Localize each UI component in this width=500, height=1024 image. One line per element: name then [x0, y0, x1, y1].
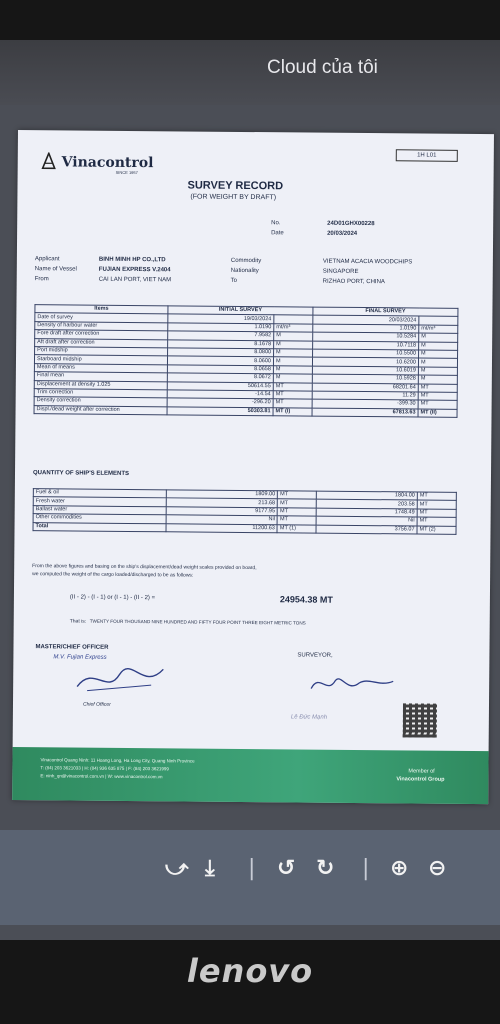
cell-final-unit: M [418, 375, 457, 384]
cell-initial-value: 213.68 [166, 498, 277, 507]
cell-item: Ballast water [33, 505, 166, 515]
cell-final-unit: MT [418, 392, 457, 401]
from-value: CAI LAN PORT, VIET NAM [98, 276, 172, 284]
footer-group: Vinacontrol Group [396, 776, 445, 783]
cell-initial-unit: MT [278, 499, 317, 508]
cell-item: Density of harbour water [35, 321, 168, 331]
from-label: From [34, 276, 49, 283]
cell-final-unit: M [419, 333, 458, 342]
cell-final-value: 10.7118 [313, 341, 419, 350]
cell-final-unit: MT [417, 517, 456, 526]
cell-initial-unit: MT [278, 508, 317, 517]
cell-final-value: 68201.64 [312, 383, 418, 392]
elements-title: QUANTITY OF SHIP'S ELEMENTS [32, 470, 130, 477]
cell-final-value: 203.58 [317, 500, 418, 509]
cell-item: Fresh water [33, 497, 166, 507]
no-value: 24D01GHX00228 [327, 220, 375, 228]
cell-item: Trim correction [34, 389, 167, 399]
cell-initial-unit: MT [273, 391, 312, 400]
cell-final-value: 67813.63 [312, 408, 418, 417]
vessel-label: Name of Vessel [34, 266, 77, 273]
nationality-label: Nationality [230, 267, 259, 275]
cell-initial-value: 8.0600 [167, 356, 273, 365]
surveyor-name: Lê Đức Mạnh [290, 714, 328, 721]
master-label: MASTER/CHIEF OFFICER [35, 644, 109, 651]
form-number: 1H L01 [396, 149, 458, 162]
cell-item: Displacement at density 1.025 [34, 380, 167, 390]
cell-final-value: 10.6200 [312, 357, 418, 366]
cell-initial-value: 19/03/2024 [168, 314, 274, 323]
cell-initial-unit: M [273, 365, 312, 374]
cell-final-unit: M [419, 350, 458, 359]
cell-final-unit: M [418, 367, 457, 376]
cell-final-unit: MT (II) [418, 409, 457, 418]
download-button[interactable]: ⤓ [205, 856, 215, 881]
applicant-value: BINH MINH HP CO.,LTD [98, 256, 166, 264]
cell-item: Port midship [35, 347, 168, 357]
cell-final-value: 10.6019 [312, 366, 418, 375]
cell-final-value: 10.5928 [312, 374, 418, 383]
zoom-out-button[interactable]: ⊖ [428, 856, 447, 881]
cell-item: Fuel & oil [33, 489, 166, 499]
cell-initial-unit: M [274, 332, 313, 341]
company-name: Vinacontrol [61, 154, 154, 172]
cell-initial-value: -14.54 [167, 390, 273, 399]
device-brand: lenovo [186, 952, 314, 990]
cell-final-value: Nil [316, 516, 417, 525]
document-subtitle: (FOR WEIGHT BY DRAFT) [190, 193, 277, 202]
cell-item: Starboard midship [34, 355, 167, 365]
footer-member-of: Member of [408, 768, 435, 775]
vinacontrol-logo-icon [40, 152, 58, 170]
cell-initial-unit: MT [273, 382, 312, 391]
nationality-value: SINGAPORE [322, 268, 359, 275]
cell-item: Density correction [34, 397, 167, 407]
cell-initial-value: 8.0672 [167, 373, 273, 382]
statement-line-1: From the above figures and basing on the ship's displacement/dead weight scales provided on board, [32, 563, 257, 572]
master-signature-icon [73, 661, 169, 698]
cell-item: Final mean [34, 372, 167, 382]
cell-item: Fore draft after correction [35, 330, 168, 340]
cell-final-unit: MT [417, 492, 456, 501]
cell-final-unit: MT [417, 509, 456, 518]
to-value: RIZHAO PORT, CHINA [322, 278, 385, 286]
cell-item: Date of survey [35, 313, 168, 323]
toolbar-divider: | [248, 856, 256, 881]
cell-final-unit: MT [418, 384, 457, 393]
cell-initial-unit: M [274, 340, 313, 349]
commodity-value: VIETNAM ACACIA WOODCHIPS [322, 258, 413, 266]
cell-initial-unit: MT [278, 491, 317, 500]
date-label: Date [271, 230, 284, 237]
cell-final-unit: MT (2) [417, 526, 456, 535]
cell-initial-unit: MT (1) [277, 524, 316, 533]
formula: (II - 2) - (I - 1) or (I - 1) - (II - 2) = [69, 594, 156, 602]
cell-final-unit: M [419, 342, 458, 351]
cell-item: Displ./dead weight after correction [34, 405, 167, 415]
ship-elements-table [33, 488, 457, 535]
cell-final-value: 11.29 [312, 391, 418, 400]
statement-line-2: we computed the weight of the cargo loaded/discharged to be as follows: [32, 571, 194, 579]
cell-final-value: 10.5500 [313, 349, 419, 358]
survey-document [12, 130, 494, 804]
cell-final-value: 20/03/2024 [313, 315, 419, 324]
cell-initial-unit: M [273, 374, 312, 383]
header-initial: INITIAL SURVEY [168, 306, 313, 316]
cell-item: Total [33, 522, 166, 532]
rotate-left-button[interactable]: ↺ [277, 856, 296, 881]
cell-initial-unit [274, 315, 313, 324]
cell-initial-value: 1.0190 [168, 323, 274, 332]
words-value: TWENTY FOUR THOUSAND NINE HUNDRED AND FIFTY FOUR POINT THREE EIGHT METRIC TONS [89, 618, 306, 626]
words-label: That is: [69, 618, 87, 625]
share-button[interactable]: ⤻ [165, 856, 189, 881]
cell-initial-value: 7.9582 [168, 331, 274, 340]
zoom-in-button[interactable]: ⊕ [390, 856, 409, 881]
commodity-label: Commodity [230, 257, 262, 265]
draft-survey-table [34, 304, 459, 418]
footer-line-2: T: (84) 203 3621033 | H: (84) 936 635 875 | F: (84) 203 3621999 [40, 765, 169, 772]
cargo-weight-result: 24954.38 MT [279, 594, 334, 605]
cell-final-value: -399.30 [312, 399, 418, 408]
cell-initial-value: 8.0800 [168, 348, 274, 357]
cell-final-unit: MT [418, 400, 457, 409]
cell-initial-value: 11200.63 [166, 523, 277, 532]
cell-initial-value: 50303.81 [167, 406, 273, 415]
date-value: 20/03/2024 [327, 230, 358, 237]
cell-initial-unit: M [274, 349, 313, 358]
master-stamp: M.V. Fujian Express [53, 654, 107, 661]
cell-initial-value: 9177.95 [166, 507, 277, 516]
footer-line-1: Vinacontrol Quang Ninh: 11 Hoang Long, Ha Long City, Quang Ninh Province [40, 757, 195, 764]
cell-final-unit: MT [417, 500, 456, 509]
viewer-topbar [0, 40, 500, 105]
cell-initial-value: 1809.00 [166, 490, 277, 499]
applicant-label: Applicant [34, 256, 60, 263]
cell-final-value: 1804.00 [317, 491, 418, 500]
vessel-value: FUJIAN EXPRESS V.2404 [98, 266, 171, 274]
cell-final-value: 3756.07 [316, 525, 417, 534]
cell-final-value: 1748.49 [316, 508, 417, 517]
toolbar-divider: | [362, 856, 370, 881]
cell-initial-unit: MT (I) [273, 407, 312, 416]
cell-initial-value: 8.1678 [168, 339, 274, 348]
cell-initial-value: 50614.55 [167, 381, 273, 390]
cell-initial-unit: MT [273, 399, 312, 408]
rotate-right-button[interactable]: ↻ [316, 856, 335, 881]
surveyor-signature-icon [305, 669, 397, 700]
cell-item: Mean of means [34, 363, 167, 373]
cell-item: Other commodities [33, 514, 166, 524]
viewer-title: Cloud của tôi [267, 57, 378, 78]
cell-final-value: 1.0190 [313, 324, 419, 333]
cell-initial-unit: MT [277, 516, 316, 525]
cell-item: Aft draft after correction [35, 338, 168, 348]
header-items: Items [35, 305, 168, 315]
company-sub: SINCE 1957 [115, 169, 138, 176]
chief-officer-label: Chief Officer [82, 701, 111, 708]
cell-initial-value: Nil [166, 515, 277, 524]
header-final: FINAL SURVEY [313, 307, 458, 317]
cell-final-value: 10.5284 [313, 332, 419, 341]
cell-initial-unit: M [273, 357, 312, 366]
cell-initial-value: -296.20 [167, 398, 273, 407]
footer-line-3: E: ninh_qn@vinacontrol.com.vn | W: www.vinacontrol.com.vn [40, 773, 163, 780]
cell-final-unit: mt/m³ [419, 325, 458, 334]
to-label: To [230, 277, 238, 284]
cell-initial-value: 8.0658 [167, 365, 273, 374]
document-title: SURVEY RECORD [187, 179, 284, 193]
qr-code-icon [403, 703, 437, 737]
cell-final-unit: M [418, 358, 457, 367]
cell-final-unit [419, 316, 458, 325]
no-label: No. [271, 220, 281, 227]
surveyor-label: SURVEYOR, [297, 652, 333, 659]
document-footer [12, 747, 488, 804]
cell-initial-unit: mt/m³ [274, 324, 313, 333]
